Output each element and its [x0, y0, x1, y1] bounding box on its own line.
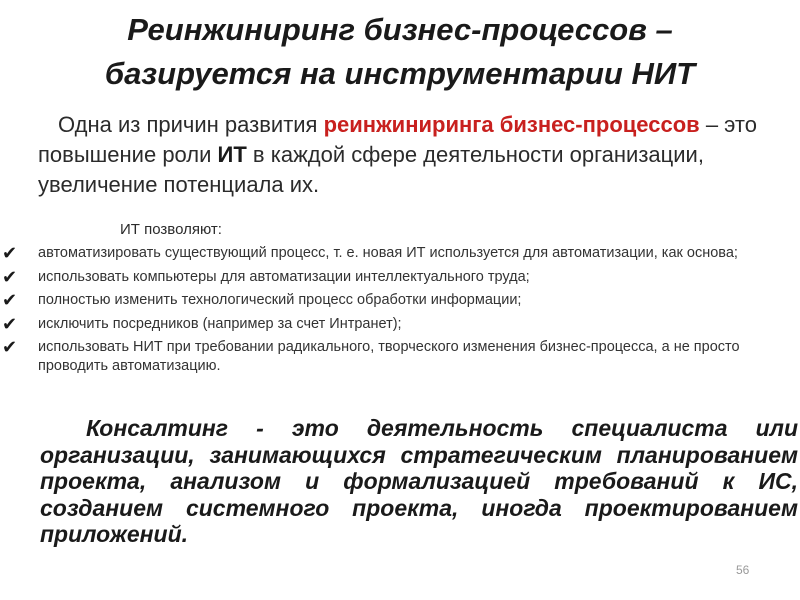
- title-line-2: базируется на инструментарии НИТ: [104, 56, 696, 91]
- list-item: [0, 315, 790, 334]
- page-number: 56: [736, 563, 750, 577]
- checkmark-icon: ✔: [2, 290, 18, 310]
- list-item: [0, 244, 790, 263]
- intro-highlight: реинжиниринга бизнес-процессов: [323, 112, 700, 137]
- it-allows-label: ИТ позволяют:: [120, 221, 222, 238]
- consulting-text: Консалтинг - это деятельность специалиста или организации, занимающихся стратегическим планированием проекта, анализом и формализацией требований к ИС, созданием системного проекта, иногда проектированием приложений.: [40, 415, 798, 547]
- intro-paragraph: [38, 110, 768, 200]
- checkmark-icon: ✔: [2, 266, 18, 287]
- bullet-text: использовать компьютеры для автоматизации интеллектуального труда;: [38, 268, 530, 285]
- bullet-text: полностью изменить технологический процесс обработки информации;: [38, 292, 522, 308]
- bullet-text: автоматизировать существующий процесс, т. е. новая ИТ используется для автоматизации, как основа;: [38, 245, 738, 261]
- intro-text-3: в каждой сфере деятельности организации, увеличение потенциала их.: [38, 142, 704, 197]
- bullet-list: [0, 244, 790, 381]
- list-item: [0, 291, 790, 310]
- title-line-1: Реинжиниринг бизнес-процессов –: [127, 12, 673, 47]
- checkmark-icon: ✔: [2, 313, 18, 334]
- intro-it-bold: ИТ: [217, 142, 247, 167]
- bullet-text: использовать НИТ при требовании радикального, творческого изменения бизнес-процесса, а не просто проводить автоматизацию.: [38, 339, 740, 374]
- list-item: [0, 338, 790, 376]
- list-item: [0, 268, 790, 287]
- checkmark-icon: ✔: [2, 243, 18, 263]
- intro-text-2: – это повышение роли: [38, 112, 757, 167]
- checkmark-icon: ✔: [2, 337, 18, 357]
- consulting-definition: [40, 415, 798, 548]
- intro-text-1: Одна из причин развития: [58, 112, 324, 137]
- bullet-text: исключить посредников (например за счет Интранет);: [38, 315, 402, 332]
- slide-title: [0, 8, 800, 96]
